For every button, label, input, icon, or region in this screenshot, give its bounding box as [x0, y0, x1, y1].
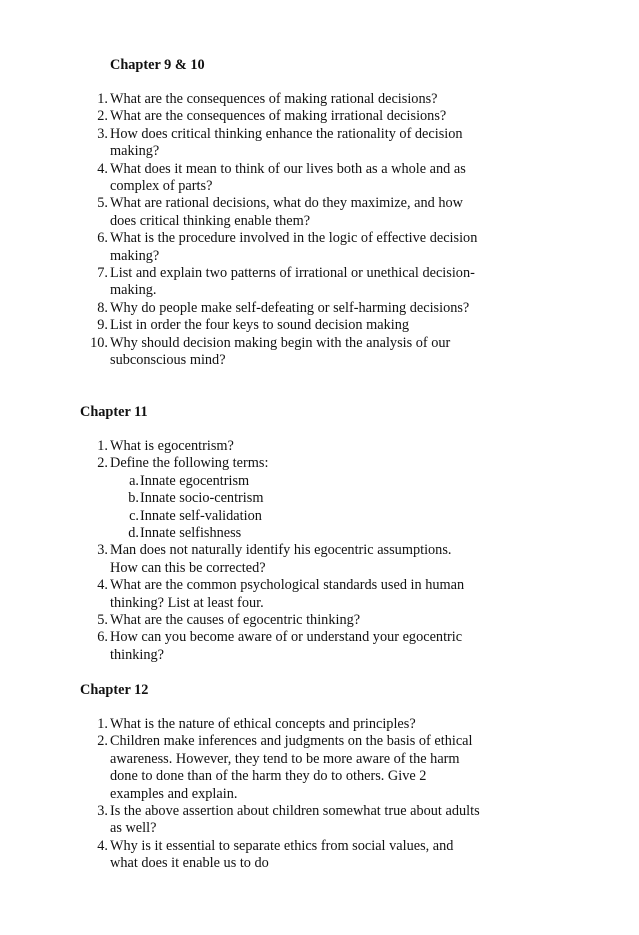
chapter-9-10-heading: Chapter 9 & 10: [110, 57, 205, 73]
terms-sublist: [128, 472, 480, 543]
term-item: c. Innate self-validation: [129, 507, 262, 524]
question-item: 2. What are the consequences of making irrational decisions?: [97, 108, 447, 125]
question-item: 5. What are rational decisions, what do they maximize, and how does critical thinking enable them?: [97, 195, 463, 229]
question-item: 4. What are the common psychological standards used in human thinking? List at least four.: [97, 577, 465, 611]
question-item: 6. How can you become aware of or understand your egocentric thinking?: [97, 629, 463, 663]
question-item: 4. What does it mean to think of our lives both as a whole and as complex of parts?: [97, 160, 466, 195]
chapter-11-list: [97, 438, 480, 664]
question-item: 3. How does critical thinking enhance the rationality of decision making?: [97, 125, 463, 160]
question-item: 1. What are the consequences of making rational decisions?: [97, 91, 438, 107]
question-item: 2. Define the following terms: a. Innate egocentrism b. Innate socio-centrism c. Innate self-validation d. Innate selfishness: [110, 455, 480, 542]
chapter-12-list: [97, 716, 480, 873]
question-item: 9. List in order the four keys to sound decision making: [97, 317, 409, 334]
question-item: 1. What is egocentrism?: [97, 438, 234, 454]
chapter-11-heading: Chapter 11: [80, 404, 148, 420]
question-item: 3. Man does not naturally identify his egocentric assumptions. How can this be corrected?: [97, 542, 452, 576]
question-item: 10. Why should decision making begin with the analysis of our subconscious mind?: [90, 334, 451, 369]
question-item: 3. Is the above assertion about children somewhat true about adults as well?: [97, 803, 480, 837]
question-item: 8. Why do people make self-defeating or self-harming decisions?: [97, 299, 470, 316]
question-item: 6. What is the procedure involved in the logic of effective decision making?: [97, 230, 478, 264]
question-item: 1. What is the nature of ethical concepts and principles?: [97, 716, 416, 732]
question-item: 5. What are the causes of egocentric thinking?: [97, 612, 361, 629]
chapter-12-heading: Chapter 12: [80, 682, 149, 698]
question-item: 4. Why is it essential to separate ethics from social values, and what does it enable us to do: [97, 837, 454, 872]
term-item: a. Innate egocentrism: [129, 472, 250, 489]
chapter-9-10-list: [90, 91, 480, 370]
term-item: b. Innate socio-centrism: [128, 490, 264, 507]
question-item: 2. Children make inferences and judgments on the basis of ethical awareness. However, they tend to be more aware of the harm done to done than of the harm they do to others. Give 2 examples and explain.: [97, 733, 473, 802]
question-item: 7. List and explain two patterns of irrational or unethical decision-making.: [97, 265, 475, 299]
term-item: d. Innate selfishness: [128, 525, 242, 542]
